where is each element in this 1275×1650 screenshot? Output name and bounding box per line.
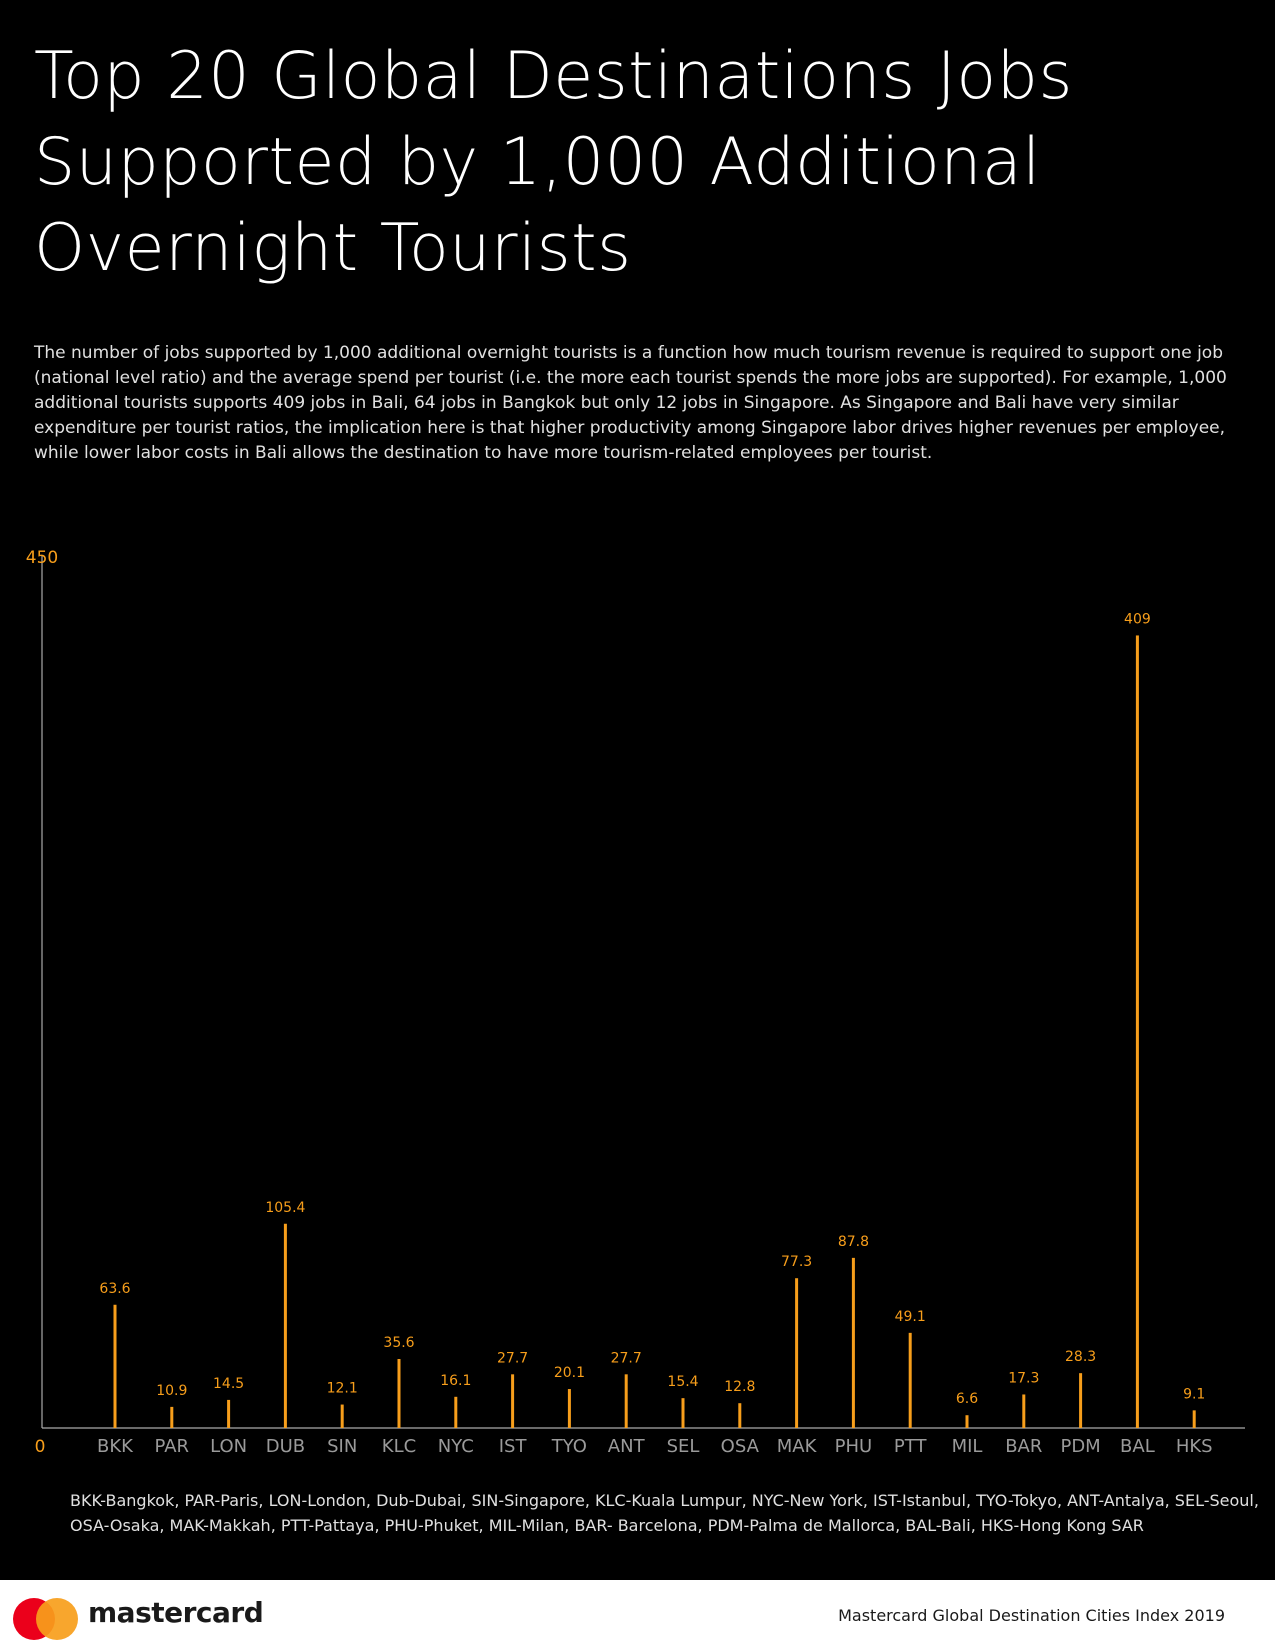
bar-phu: [852, 1258, 855, 1428]
x-tick-label-mak: MAK: [776, 1436, 817, 1457]
bar-ant: [625, 1374, 628, 1428]
data-label-pdm: 28.3: [1065, 1349, 1097, 1366]
bar-ist: [511, 1374, 514, 1428]
x-tick-label-sel: SEL: [666, 1436, 700, 1457]
data-label-phu: 87.8: [837, 1233, 869, 1250]
x-tick-label-osa: OSA: [720, 1436, 759, 1457]
x-tick-label-nyc: NYC: [437, 1436, 474, 1457]
bar-hks: [1193, 1410, 1196, 1428]
data-label-par: 10.9: [156, 1382, 188, 1399]
x-tick-label-bkk: BKK: [97, 1436, 133, 1457]
data-label-nyc: 16.1: [440, 1372, 472, 1389]
data-label-sin: 12.1: [326, 1380, 358, 1397]
y-tick-label-max: 450: [25, 548, 59, 568]
data-label-klc: 35.6: [383, 1335, 415, 1352]
data-label-hks: 9.1: [1183, 1386, 1206, 1403]
data-label-bkk: 63.6: [99, 1280, 131, 1297]
x-tick-label-par: PAR: [154, 1436, 190, 1457]
bar-lon: [227, 1400, 230, 1428]
data-label-lon: 14.5: [213, 1375, 245, 1392]
x-tick-label-ist: IST: [498, 1436, 527, 1457]
y-tick-label-min: 0: [34, 1437, 46, 1457]
x-tick-label-klc: KLC: [381, 1436, 417, 1457]
data-label-ptt: 49.1: [894, 1308, 926, 1325]
x-tick-label-sin: SIN: [327, 1436, 358, 1457]
data-label-dub: 105.4: [265, 1199, 306, 1216]
data-label-bar: 17.3: [1008, 1370, 1040, 1387]
bar-bar: [1022, 1394, 1025, 1428]
data-label-sel: 15.4: [667, 1374, 699, 1391]
x-tick-label-ptt: PTT: [893, 1436, 927, 1457]
x-tick-label-lon: LON: [210, 1436, 248, 1457]
x-tick-label-hks: HKS: [1175, 1436, 1213, 1457]
bar-dub: [284, 1224, 287, 1428]
x-tick-label-pdm: PDM: [1060, 1436, 1101, 1457]
data-label-mak: 77.3: [781, 1254, 813, 1271]
source-note: Mastercard Global Destination Cities Index 2019: [838, 1606, 1225, 1625]
x-tick-label-ant: ANT: [607, 1436, 645, 1457]
x-tick-label-phu: PHU: [834, 1436, 873, 1457]
bar-tyo: [568, 1389, 571, 1428]
x-tick-label-dub: DUB: [265, 1436, 306, 1457]
abbreviation-legend: BKK-Bangkok, PAR-Paris, LON-London, Dub-Dubai, SIN-Singapore, KLC-Kuala Lumpur, NYC-New York, IST-Istanbul, TYO-Tokyo, ANT-Antalya, SEL-Seoul, OSA-Osaka, MAK-Makkah, PTT-Pattaya, PHU-Phuket, MIL-Milan, BAR- Barcelona, PDM-Palma de Mallorca, BAL-Bali, HKS-Hong Kong SAR: [70, 1491, 1259, 1535]
data-label-ant: 27.7: [610, 1350, 642, 1367]
bar-chart: [0, 540, 1275, 1460]
bar-mil: [966, 1415, 969, 1428]
footer-bar: [0, 1580, 1275, 1650]
bar-pdm: [1079, 1373, 1082, 1428]
mastercard-logo-icon: [12, 1597, 82, 1641]
data-label-osa: 12.8: [724, 1379, 756, 1396]
x-tick-label-mil: MIL: [951, 1436, 983, 1457]
bar-sin: [341, 1405, 344, 1428]
chart-description: The number of jobs supported by 1,000 additional overnight tourists is a function how much tourism revenue is required to support one job (national level ratio) and the average spend per tourist (i.e. the more each tourist spends the more jobs are supported). For example, 1,000 additional tourists supports 409 jobs in Bali, 64 jobs in Bangkok but only 12 jobs in Singapore. As Singapore and Bali have very similar expenditure per tourist ratios, the implication here is that higher productivity among Singapore labor drives higher revenues per employee, while lower labor costs in Bali allows the destination to have more tourism-related employees per tourist.: [34, 343, 1227, 463]
bar-nyc: [454, 1397, 457, 1428]
bar-sel: [682, 1398, 685, 1428]
bar-bal: [1136, 635, 1139, 1428]
bar-ptt: [909, 1333, 912, 1428]
bar-klc: [398, 1359, 401, 1428]
brand-wordmark: mastercard: [88, 1596, 264, 1629]
data-label-ist: 27.7: [497, 1350, 529, 1367]
x-tick-label-bal: BAL: [1120, 1436, 1155, 1457]
chart-title: Top 20 Global Destinations Jobs Supported by 1,000 Additional Overnight Tourists: [34, 39, 1073, 286]
bar-par: [170, 1407, 173, 1428]
bar-osa: [738, 1403, 741, 1428]
bar-mak: [795, 1278, 798, 1428]
data-label-mil: 6.6: [955, 1391, 979, 1408]
bar-bkk: [114, 1305, 117, 1428]
x-tick-label-bar: BAR: [1005, 1436, 1043, 1457]
x-tick-label-tyo: TYO: [551, 1436, 587, 1457]
data-label-tyo: 20.1: [553, 1365, 585, 1382]
data-label-bal: 409: [1124, 611, 1151, 628]
